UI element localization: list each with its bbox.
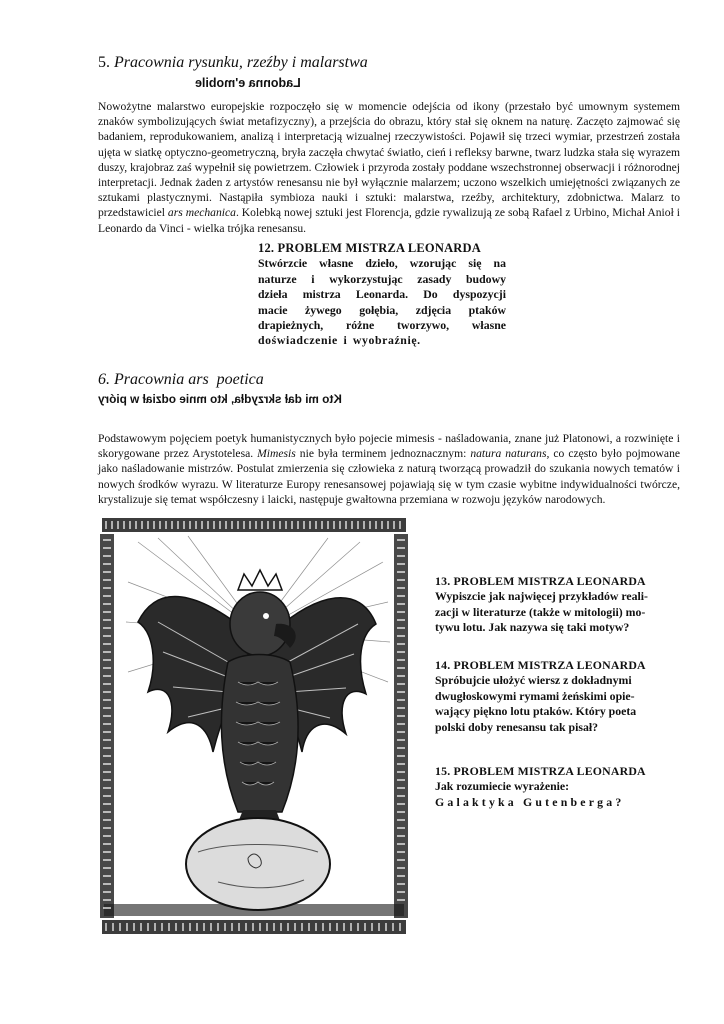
problem-15-heading: 15. PROBLEM MISTRZA LEONARDA [435, 764, 646, 778]
problem-12-line-1: Stwórzcie własne dzieło, wzorując się na [258, 256, 506, 271]
eagle-woodcut-figure [98, 512, 410, 940]
section-5-text-a: Nowożytne malarstwo europejskie rozpoczęło się w momencie odejścia od ikony (przestało być umownym systemem znaków symbolizujących świat metafizyczny), a przejścia do obrazu, który stał się oknem na naturę. Zaczęto zajmować się badaniem, reprodukowaniem, analizą i interpretacją wizualnej rzeczywistości. Pojawił się trzeci wymiar, przestrzeń została ujęta w siatkę optyczno-geometryczną, bryła zaczęła chwytać światło, cień i refleksy barwne, twarz ludzka stała się wyrazem duszy, krajobraz zaś wypełnił się powietrzem. Człowiek i przyroda zostały poddane wszechstronnej obserwacji i różnorodnej interpretacji. Jednak żaden z artystów renesansu nie był wyłącznie malarzem; uczono wszelkich umiejętności związanych ze sztukami plastycznymi. Nastąpiła symbioza nauki i sztuki: malarstwa, rzeźby, architektury, zdobnictwa. Malarz to przedstawiciel [98, 100, 680, 220]
section-5-mirrored-subtitle: Ladonna e'mobile [195, 76, 301, 90]
problem-12-line-3: dzieła mistrza Leonarda. Do dyspozycji [258, 287, 506, 302]
section-6-text-mimesis: Mimesis [257, 447, 296, 461]
problem-15-line-1: Jak rozumiecie wyrażenie: [435, 779, 570, 794]
problem-13-line-3: tywu lotu. Jak nazywa się taki motyw? [435, 620, 630, 635]
problem-13-line-1: Wypiszcie jak najwięcej przykładów reali- [435, 589, 648, 604]
section-6-paragraph [98, 431, 680, 507]
problem-12-last-line: doświadczenie i wyobraźnię. [258, 333, 421, 348]
problem-12-line-2: naturze i wykorzystując zasady budowy [258, 271, 506, 286]
problem-14-line-1: Spróbujcie ułożyć wiersz z dokładnymi [435, 673, 632, 688]
problem-14-line-3: wający piękno lotu ptaków. Który poeta [435, 704, 637, 719]
problem-15-last-line: Galaktyka Gutenberga? [435, 794, 625, 809]
section-5-text-b: . Kolebką nowej sztuki jest Florencja, gdzie rywalizują ze sobą Rafael z Urbino, Michał Anioł i Leonardo da Vinci - wielka trójka renesansu. [98, 206, 680, 235]
section-5-paragraph [98, 99, 680, 236]
section-6-subtitle-wrap [98, 390, 374, 408]
problem-14-line-4: polski doby renesansu tak pisał? [435, 719, 599, 734]
problem-13-line-2: zacji w literaturze (także w mitologii) mo- [435, 604, 646, 619]
problem-14-heading: 14. PROBLEM MISTRZA LEONARDA [435, 658, 646, 672]
problem-12-line-4: macie żywego gołębia, zdjęcia ptaków [258, 302, 506, 317]
problem-15-box [435, 764, 685, 810]
problem-13-heading: 13. PROBLEM MISTRZA LEONARDA [435, 574, 646, 588]
section-5-title [98, 54, 368, 72]
section-6-text-a: Podstawowym pojęciem poetyk humanistycznych było pojecie mimesis - naśladowania, znane już Platonowi, a rozwinięte i skorygowane przez Arystotelesa. [98, 432, 680, 461]
eagle-woodcut-icon [98, 512, 410, 940]
section-6-text-b: nie była terminem jednoznacznym: [295, 447, 471, 461]
section-6-title [98, 371, 264, 389]
section-6-text-c: co często było pojmowane jako naśladowanie mistrzów. Postulat zmierzenia się człowieka z naturą tworzącą prowadził do szukania nowych tematów i nowych środków wyrazu. W literaturze Europy renesansowej pojawiają się w tym czasie wybitne indywidualności twórcze, krystalizuje się temat współczesny i laicki, następuje gwałtowna przemiana w rozwoju języków narodowych. [98, 447, 681, 506]
section-5-title-text: Pracownia rysunku, rzeźby i malarstwa [114, 54, 368, 71]
section-5-number: 5. [98, 54, 110, 71]
problem-12-heading: 12. PROBLEM MISTRZA LEONARDA [258, 241, 481, 255]
section-5-subtitle-wrap [98, 74, 398, 92]
section-6-text-natura: natura naturans, [470, 447, 550, 461]
section-6-title-text: Pracownia ars poetica [114, 371, 264, 388]
problem-12-box [258, 241, 506, 349]
section-6-mirrored-subtitle: Kto mi dał skrzydła, kto mnie odział w pióry [98, 392, 342, 406]
problem-14-box [435, 658, 685, 735]
section-5-text-italic: ars mechanica [167, 206, 236, 220]
section-6-number: 6. [98, 371, 110, 388]
problem-12-line-5: drapieżnych, różne tworzywo, własne [258, 318, 506, 333]
problem-13-box [435, 574, 685, 636]
problem-14-line-2: dwugłoskowymi rymami żeńskimi opie- [435, 688, 635, 703]
